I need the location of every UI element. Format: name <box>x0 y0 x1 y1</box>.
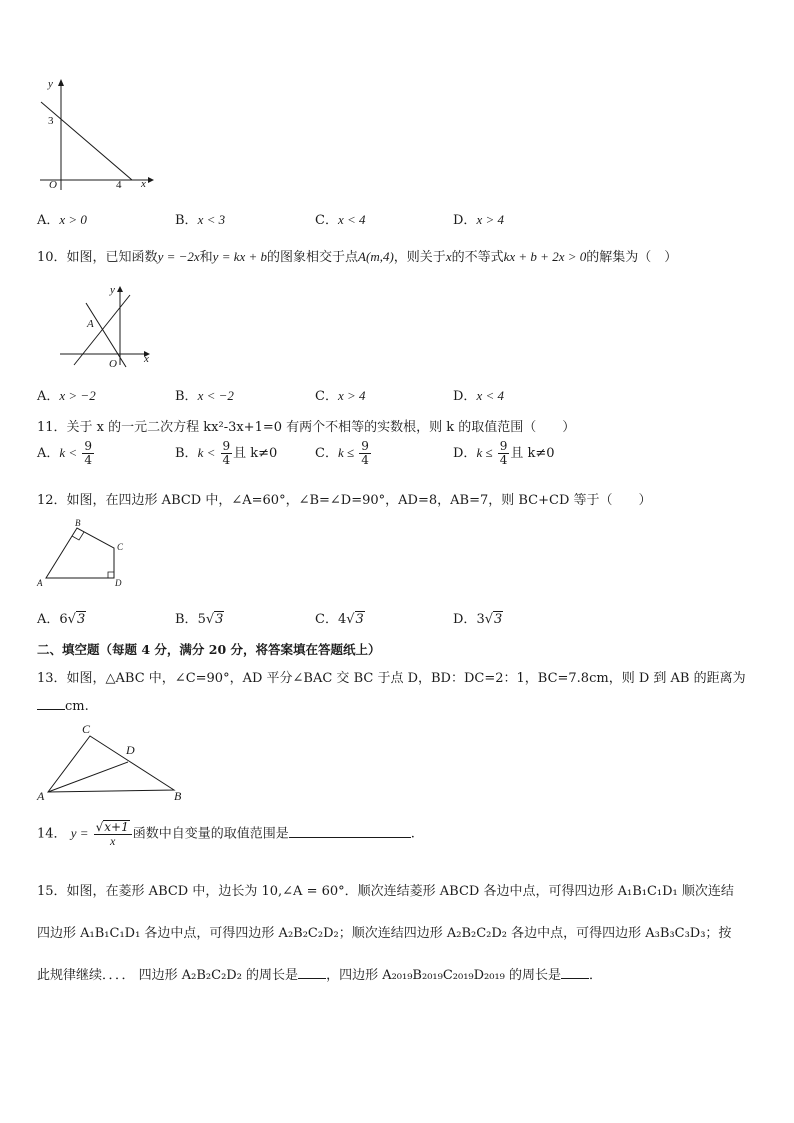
q12-option-a[interactable]: A．6√ 3 <box>37 612 86 627</box>
q12-option-d[interactable]: D．3√ 3 <box>453 612 503 627</box>
q11-fraction: $\frac{9}{4}$ <box>499 439 508 467</box>
q10-option-c[interactable]: C．x > 4 <box>315 388 366 404</box>
q9-x-intercept: 4 <box>116 179 122 191</box>
q13-label-c: C <box>82 722 91 736</box>
q9-x-label: x <box>141 178 146 190</box>
q10-option-d[interactable]: D．x < 4 <box>453 388 504 404</box>
q9-graph <box>34 76 164 194</box>
q11-stem: 11．关于 x 的一元二次方程 kx²-3x+1=0 有两个不相等的实数根，则 k 的取值范围（ ） <box>37 420 576 435</box>
q12-option-c[interactable]: C．4√ 3 <box>315 612 364 627</box>
q10-graph <box>56 283 156 369</box>
q12-label-d: D <box>115 578 122 588</box>
q11-fraction: $\frac{9}{4}$ <box>84 439 92 467</box>
q9-option-d[interactable]: D．x > 4 <box>453 212 504 228</box>
q13-answer-line: cm. <box>37 698 89 714</box>
q9-x-arrow <box>148 177 154 183</box>
q13-label-b: B <box>174 789 182 803</box>
q9-function-line <box>41 102 132 180</box>
q9-y-intercept: 3 <box>48 115 54 127</box>
q10-option-a[interactable]: A．x > −2 <box>37 388 96 404</box>
q10-y-arrow <box>117 286 123 292</box>
q14-line: 14． y = √ x+1 x 函数中自变量的取值范围是 . <box>37 820 415 848</box>
q13-figure <box>34 718 194 806</box>
q9-y-arrow <box>58 79 64 86</box>
q12-right-angle-d <box>108 572 114 578</box>
q13-blank[interactable] <box>37 698 65 710</box>
q9-option-b[interactable]: B．x < 3 <box>175 212 226 228</box>
q15-line-3: 此规律继续．．．． 四边形 A₂B₂C₂D₂ 的周长是 ，四边形 A₂₀₁₉B₂₀₁₉C₂₀₁₉D₂₀₁₉ 的周长是 ． <box>37 968 603 983</box>
q12-label-c: C <box>117 542 124 552</box>
q13-triangle <box>48 736 174 792</box>
q13-label-a: A <box>37 789 45 803</box>
q14-blank[interactable] <box>289 826 411 838</box>
q10-option-b[interactable]: B．x < −2 <box>175 388 234 404</box>
q12-quadrilateral <box>46 528 114 578</box>
q10-origin: O <box>109 358 117 369</box>
q12-stem: 12．如图，在四边形 ABCD 中，∠A=60°，∠B=∠D=90°，AD=8，AB=7，则 BC+CD 等于（ ） <box>37 493 652 508</box>
q13-bisector-ad <box>48 762 128 792</box>
q10-point-a: A <box>87 318 94 330</box>
q9-option-c[interactable]: C．x < 4 <box>315 212 366 228</box>
q9-origin: O <box>49 179 57 191</box>
q12-label-a: A <box>37 578 43 588</box>
q11-option-d[interactable]: D．k ≤ $\frac{9}{4}$ 且 k≠0 <box>453 439 555 467</box>
q9-y-label: y <box>48 78 53 90</box>
q15-blank-2[interactable] <box>561 967 589 979</box>
q13-label-d: D <box>126 743 135 757</box>
q15-line-2: 四边形 A₁B₁C₁D₁ 各边中点，可得四边形 A₂B₂C₂D₂；顺次连结四边形 A₂B₂C₂D₂ 各边中点，可得四边形 A₃B₃C₃D₃；按 <box>37 926 732 941</box>
q11-fraction: $\frac{9}{4}$ <box>222 439 231 467</box>
q11-option-b[interactable]: B．k < $\frac{9}{4}$ 且 k≠0 <box>175 439 278 467</box>
q9-option-a[interactable]: A．x > 0 <box>37 212 87 228</box>
section-2-title: 二、填空题（每题 4 分，满分 20 分，将答案填在答题纸上） <box>37 642 381 657</box>
q12-option-b[interactable]: B．5√ 3 <box>175 612 224 627</box>
q14-fraction: √ x+1 x <box>94 820 132 848</box>
q11-option-c[interactable]: C．k ≤ $\frac{9}{4}$ <box>315 439 369 467</box>
q12-figure <box>34 518 134 590</box>
q10-stem: 10．如图，已知函数y = −2x和y = kx + b的图象相交于点A(m,4)，则关于x的不等式kx + b + 2x > 0的解集为（ ） <box>37 249 678 265</box>
q11-option-a[interactable]: A．k < $\frac{9}{4}$ <box>37 439 92 467</box>
q10-y-label: y <box>110 284 115 296</box>
q12-label-b: B <box>75 518 81 528</box>
q15-blank-1[interactable] <box>298 967 326 979</box>
q13-stem: 13．如图，△ABC 中，∠C=90°，AD 平分∠BAC 交 BC 于点 D，BD：DC=2：1，BC=7.8cm，则 D 到 AB 的距离为 <box>37 671 746 686</box>
q10-x-label: x <box>144 353 149 365</box>
q15-line-1: 15．如图，在菱形 ABCD 中，边长为 10,∠A = 60°．顺次连结菱形 ABCD 各边中点，可得四边形 A₁B₁C₁D₁ 顺次连结 <box>37 884 734 899</box>
q11-fraction: $\frac{9}{4}$ <box>361 439 369 467</box>
